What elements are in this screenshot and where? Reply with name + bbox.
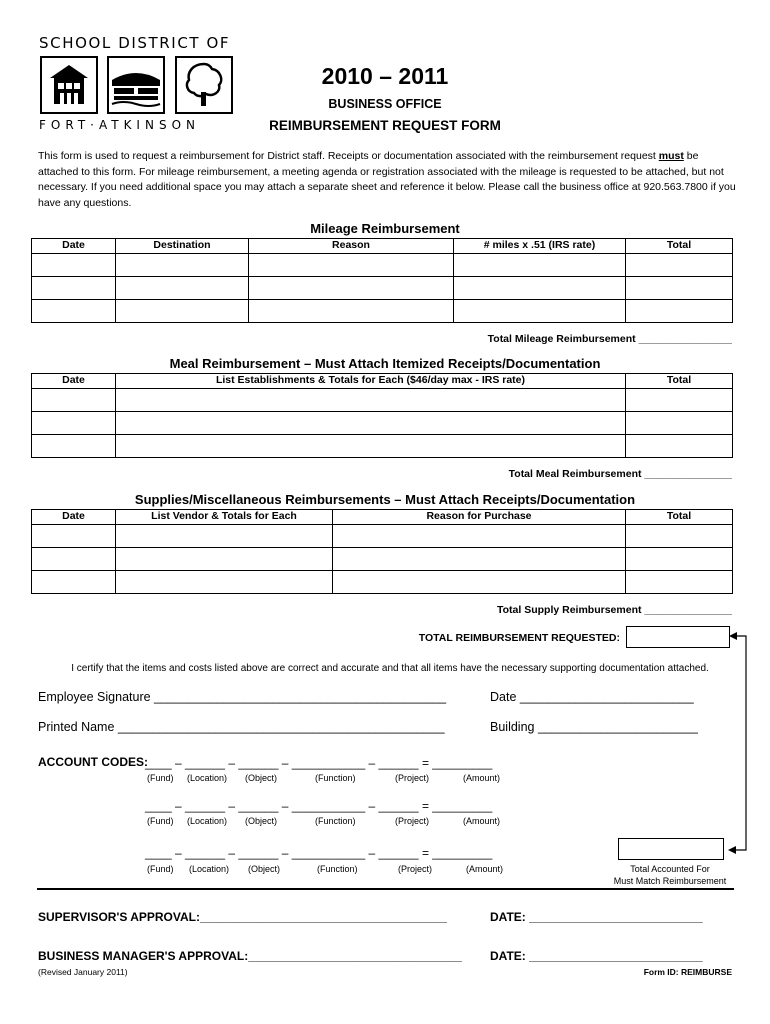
- reason-cell[interactable]: [333, 571, 626, 594]
- mileage-header-date: Date: [32, 239, 116, 254]
- table-row: [32, 435, 733, 458]
- establishment-cell[interactable]: [116, 435, 626, 458]
- destination-cell[interactable]: [116, 300, 249, 323]
- location-label: (Location): [189, 864, 230, 874]
- amount-label: (Amount): [466, 864, 504, 874]
- table-row: [32, 571, 733, 594]
- location-label: (Location): [187, 816, 228, 826]
- meal-table: [31, 373, 733, 458]
- function-label: (Function): [315, 773, 356, 783]
- reason-cell[interactable]: [249, 277, 454, 300]
- account-code-line-1[interactable]: ____ – ______ – ______ – ___________ – ______ = _________: [145, 756, 493, 770]
- fund-label: (Fund): [147, 816, 174, 826]
- form-id: Form ID: REIMBURSE: [643, 967, 732, 977]
- object-label: (Object): [245, 816, 278, 826]
- total-accounted-caption: [600, 863, 740, 887]
- function-label: (Function): [315, 816, 356, 826]
- meal-header-date: Date: [32, 374, 116, 389]
- reason-cell[interactable]: [333, 525, 626, 548]
- intro-paragraph: [38, 149, 738, 211]
- supplies-header-reason: Reason for Purchase: [333, 510, 626, 525]
- date-cell[interactable]: [32, 412, 116, 435]
- date-cell[interactable]: [32, 548, 116, 571]
- divider: [37, 888, 734, 890]
- district-logo-title: SCHOOL DISTRICT OF: [39, 34, 231, 52]
- table-row: [32, 548, 733, 571]
- printed-name-line[interactable]: Printed Name _______________________________________________: [38, 720, 445, 734]
- establishment-cell[interactable]: [116, 389, 626, 412]
- connector-arrow: [726, 626, 756, 862]
- intro-must: must: [658, 150, 684, 162]
- fiscal-year-title: 2010 – 2011: [321, 63, 449, 89]
- location-label: (Location): [187, 773, 228, 783]
- total-accounted-caption-1: Total Accounted For: [630, 864, 710, 874]
- date-cell[interactable]: [32, 571, 116, 594]
- account-codes-label: ACCOUNT CODES:: [38, 755, 148, 769]
- supplies-header-date: Date: [32, 510, 116, 525]
- meal-header-total: Total: [626, 374, 733, 389]
- date-cell[interactable]: [32, 277, 116, 300]
- fund-label: (Fund): [147, 864, 174, 874]
- vendor-cell[interactable]: [116, 525, 333, 548]
- total-cell[interactable]: [626, 389, 733, 412]
- reason-cell[interactable]: [249, 300, 454, 323]
- date-cell[interactable]: [32, 435, 116, 458]
- table-row: [32, 254, 733, 277]
- total-accounted-caption-2: Must Match Reimbursement: [613, 876, 727, 886]
- mileage-header-miles: # miles x .51 (IRS rate): [454, 239, 626, 254]
- total-cell[interactable]: [626, 548, 733, 571]
- total-cell[interactable]: [626, 412, 733, 435]
- meal-header-establishments: List Establishments & Totals for Each ($46/day max - IRS rate): [116, 374, 626, 389]
- vendor-cell[interactable]: [116, 571, 333, 594]
- total-cell[interactable]: [626, 254, 733, 277]
- miles-cell[interactable]: [454, 277, 626, 300]
- total-reimbursement-box[interactable]: [626, 626, 730, 648]
- date-cell[interactable]: [32, 300, 116, 323]
- account-code-line-2[interactable]: ____ – ______ – ______ – ___________ – ______ = _________: [145, 799, 493, 813]
- table-row: [32, 412, 733, 435]
- table-row: [32, 389, 733, 412]
- amount-label: (Amount): [463, 773, 501, 783]
- district-logo-subtitle: FORT·ATKINSON: [39, 118, 200, 132]
- account-code-line-3[interactable]: ____ – ______ – ______ – ___________ – ______ = _________: [145, 846, 493, 860]
- date-cell[interactable]: [32, 389, 116, 412]
- object-label: (Object): [245, 773, 278, 783]
- table-row: [32, 300, 733, 323]
- intro-part-2: be attached to this form. For mileage reimbursement, a meeting agenda or registration associated with the mileage is requested to be attached, but not necessary. If you need additional space you may attach a separate sheet and reference it below. Please call the business office at 920.563.7800 if you have any questions.: [38, 150, 736, 209]
- total-cell[interactable]: [626, 571, 733, 594]
- supervisor-date-line[interactable]: DATE: __________________________: [490, 910, 703, 924]
- fund-label: (Fund): [147, 773, 174, 783]
- destination-cell[interactable]: [116, 277, 249, 300]
- total-cell[interactable]: [626, 435, 733, 458]
- project-label: (Project): [398, 864, 433, 874]
- miles-cell[interactable]: [454, 300, 626, 323]
- table-row: [32, 525, 733, 548]
- date-cell[interactable]: [32, 254, 116, 277]
- supplies-header-total: Total: [626, 510, 733, 525]
- office-name: BUSINESS OFFICE: [328, 97, 442, 111]
- total-cell[interactable]: [626, 277, 733, 300]
- mileage-section-title: Mileage Reimbursement: [310, 221, 460, 236]
- building-line[interactable]: Building _______________________: [490, 720, 698, 734]
- total-cell[interactable]: [626, 300, 733, 323]
- meal-section-title: Meal Reimbursement – Must Attach Itemized Receipts/Documentation: [169, 356, 601, 371]
- supplies-section-title: Supplies/Miscellaneous Reimbursements – Must Attach Receipts/Documentation: [134, 492, 636, 507]
- total-reimbursement-label: TOTAL REIMBURSEMENT REQUESTED:: [418, 632, 620, 644]
- total-accounted-box[interactable]: [618, 838, 724, 860]
- reason-cell[interactable]: [249, 254, 454, 277]
- object-label: (Object): [248, 864, 281, 874]
- total-mileage-line[interactable]: Total Mileage Reimbursement ________________: [487, 333, 732, 345]
- total-supply-line[interactable]: Total Supply Reimbursement _______________: [496, 604, 732, 616]
- project-label: (Project): [395, 773, 430, 783]
- table-row: [32, 277, 733, 300]
- supplies-table: [31, 509, 733, 594]
- date-cell[interactable]: [32, 525, 116, 548]
- school-building-icon: [40, 56, 98, 114]
- date-line[interactable]: Date _________________________: [490, 690, 694, 704]
- miles-cell[interactable]: [454, 254, 626, 277]
- vendor-cell[interactable]: [116, 548, 333, 571]
- destination-cell[interactable]: [116, 254, 249, 277]
- total-meal-line[interactable]: Total Meal Reimbursement _______________: [508, 468, 732, 480]
- project-label: (Project): [395, 816, 430, 826]
- supervisor-approval-line[interactable]: SUPERVISOR'S APPROVAL:_____________________________________: [38, 910, 447, 924]
- certification-statement: I certify that the items and costs listed above are correct and accurate and that all items have the necessary supporting documentation attached.: [71, 663, 709, 674]
- form-title: REIMBURSEMENT REQUEST FORM: [269, 118, 501, 133]
- business-manager-date-line[interactable]: DATE: __________________________: [490, 949, 703, 963]
- intro-part-1: This form is used to request a reimbursement for District staff. Receipts or documentation associated with the reimbursement request: [38, 150, 659, 162]
- supplies-header-vendor: List Vendor & Totals for Each: [116, 510, 333, 525]
- mileage-header-total: Total: [626, 239, 733, 254]
- bridge-icon: [107, 56, 165, 114]
- employee-signature-line[interactable]: Employee Signature __________________________________________: [38, 690, 447, 704]
- tree-icon: [175, 56, 233, 114]
- establishment-cell[interactable]: [116, 412, 626, 435]
- total-cell[interactable]: [626, 525, 733, 548]
- mileage-table: [31, 238, 733, 323]
- revised-date: (Revised January 2011): [38, 967, 128, 977]
- business-manager-approval-line[interactable]: BUSINESS MANAGER'S APPROVAL:________________________________: [38, 949, 462, 963]
- function-label: (Function): [317, 864, 358, 874]
- amount-label: (Amount): [463, 816, 501, 826]
- reason-cell[interactable]: [333, 548, 626, 571]
- mileage-header-destination: Destination: [116, 239, 249, 254]
- mileage-header-reason: Reason: [249, 239, 454, 254]
